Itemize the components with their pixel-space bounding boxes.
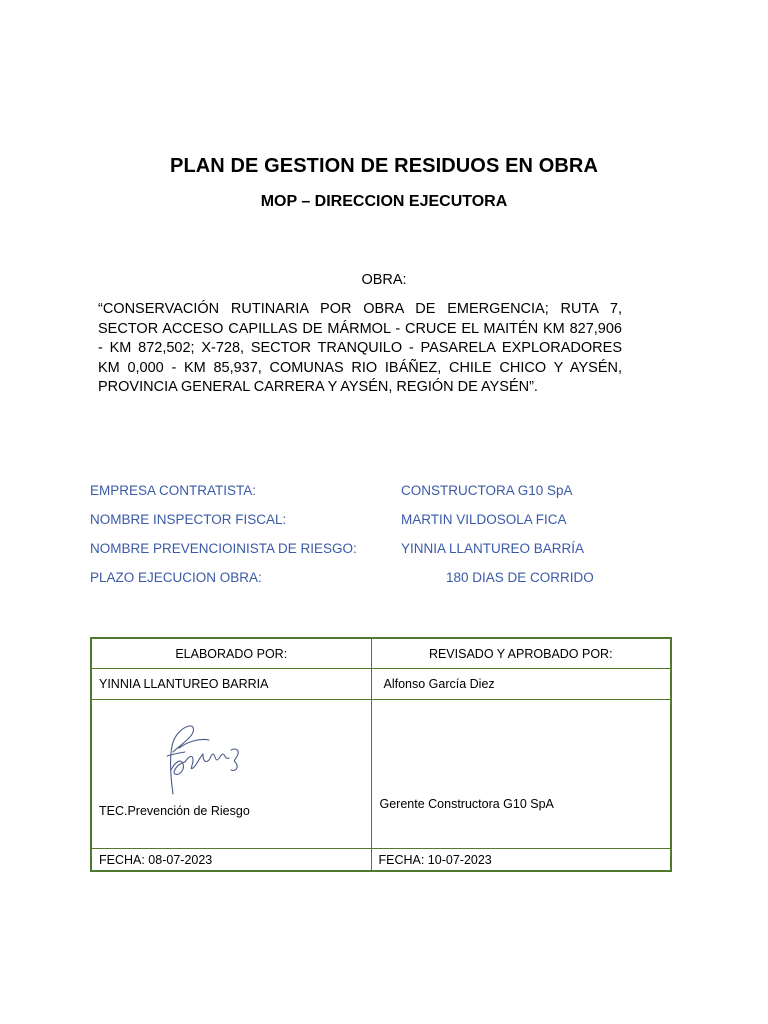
contractor-row <box>90 483 690 503</box>
contractor-value: CONSTRUCTORA G10 SpA <box>401 483 573 498</box>
prevention-row <box>90 541 690 561</box>
revisado-date: FECHA: 10-07-2023 <box>371 849 671 872</box>
inspector-value: MARTIN VILDOSOLA FICA <box>401 512 567 527</box>
signature-table <box>90 637 672 872</box>
term-row <box>90 570 690 590</box>
handwritten-signature <box>159 718 249 798</box>
table-dates-row <box>91 849 671 872</box>
document-subtitle: MOP – DIRECCION EJECUTORA <box>260 193 508 210</box>
inspector-row <box>90 512 690 532</box>
obra-label: OBRA: <box>361 272 407 288</box>
elaborado-signature-cell <box>91 700 371 849</box>
prevention-label: NOMBRE PREVENCIOINISTA DE RIESGO: <box>90 541 357 556</box>
revisado-name: Alfonso García Diez <box>371 669 671 700</box>
term-value: 180 DIAS DE CORRIDO <box>446 570 594 585</box>
obra-description: “CONSERVACIÓN RUTINARIA POR OBRA DE EMERGENCIA; RUTA 7, SECTOR ACCESO CAPILLAS DE MÁRMOL - CRUCE EL MAITÉN KM 827,906 - KM 872,502; X-728, SECTOR TRANQUILO - PASARELA EXPLORADORES KM 0,000 - KM 85,937, COMUNAS RIO IBÁÑEZ, CHILE CHICO Y AYSÉN, PROVINCIA GENERAL CARRERA Y AYSÉN, REGIÓN DE AYSÉN”. <box>98 301 622 395</box>
contractor-label: EMPRESA CONTRATISTA: <box>90 483 257 498</box>
document-title: PLAN DE GESTION DE RESIDUOS EN OBRA <box>170 155 598 177</box>
revisado-role: Gerente Constructora G10 SpA <box>379 797 554 811</box>
elaborado-header: ELABORADO POR: <box>91 638 371 669</box>
elaborado-name: YINNIA LLANTUREO BARRIA <box>91 669 371 700</box>
table-names-row <box>91 669 671 700</box>
prevention-value: YINNIA LLANTUREO BARRÍA <box>401 541 585 556</box>
table-signature-row <box>91 700 671 849</box>
elaborado-date: FECHA: 08-07-2023 <box>91 849 371 872</box>
revisado-header: REVISADO Y APROBADO POR: <box>371 638 671 669</box>
elaborado-role: TEC.Prevención de Riesgo <box>99 804 250 818</box>
revisado-signature-cell <box>371 700 671 849</box>
table-header-row <box>91 638 671 669</box>
inspector-label: NOMBRE INSPECTOR FISCAL: <box>90 512 287 527</box>
term-label: PLAZO EJECUCION OBRA: <box>90 570 262 585</box>
